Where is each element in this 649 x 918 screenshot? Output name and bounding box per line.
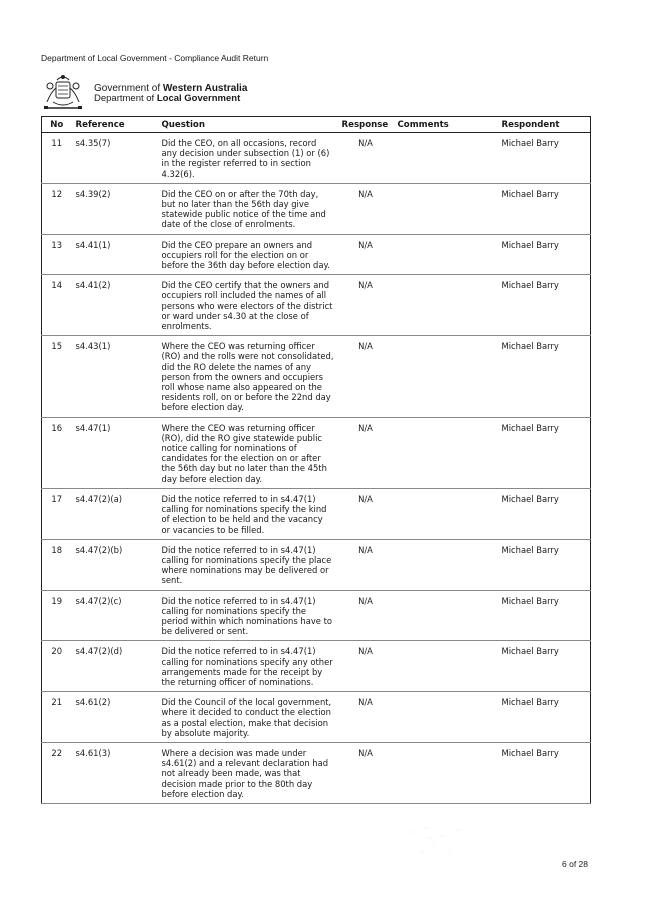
cell-question: Did the CEO prepare an owners and occupiers roll for the election on or before the 36th day before election day. xyxy=(158,234,338,275)
cell-no: 22 xyxy=(42,742,72,803)
cell-response: N/A xyxy=(338,742,394,803)
cell-question: Where the CEO was returning officer (RO), did the RO give statewide public notice calling for nominations of candidates for the election on or after the 56th day but no later than the 45th day before election day. xyxy=(158,417,338,488)
cell-reference: s4.43(1) xyxy=(72,336,158,417)
cell-response: N/A xyxy=(338,590,394,641)
table-header-row xyxy=(42,117,591,133)
compliance-audit-table xyxy=(41,116,591,804)
table-row xyxy=(42,336,591,417)
column-header-reference: Reference xyxy=(72,117,158,133)
cell-respondent: Michael Barry xyxy=(498,488,591,539)
cell-no: 13 xyxy=(42,234,72,275)
table-row xyxy=(42,641,591,692)
cell-response: N/A xyxy=(338,336,394,417)
cell-response: N/A xyxy=(338,133,394,184)
table-row xyxy=(42,488,591,539)
gov-line2-bold: Local Government xyxy=(156,93,241,104)
cell-reference: s4.47(2)(c) xyxy=(72,590,158,641)
cell-response: N/A xyxy=(338,417,394,488)
cell-no: 17 xyxy=(42,488,72,539)
table-row xyxy=(42,590,591,641)
cell-question: Where the CEO was returning officer (RO) and the rolls were not consolidated, did the RO delete the names of any person from the owners and occupiers roll whose name also appeared on the residents roll, on or before the 22nd day before election day. xyxy=(158,336,338,417)
cell-reference: s4.47(1) xyxy=(72,417,158,488)
table-row xyxy=(42,275,591,336)
cell-respondent: Michael Barry xyxy=(498,539,591,590)
cell-response: N/A xyxy=(338,692,394,743)
cell-reference: s4.47(2)(d) xyxy=(72,641,158,692)
cell-no: 12 xyxy=(42,183,72,234)
table-row xyxy=(42,742,591,803)
cell-reference: s4.61(2) xyxy=(72,692,158,743)
cell-comments xyxy=(394,590,498,641)
cell-question: Where a decision was made under s4.61(2) and a relevant declaration had not already been made, was that decision made prior to the 80th day before election day. xyxy=(158,742,338,803)
cell-no: 16 xyxy=(42,417,72,488)
cell-reference: s4.35(7) xyxy=(72,133,158,184)
cell-question: Did the CEO on or after the 70th day, but no later than the 56th day give statewide public notice of the time and date of the close of enrolments. xyxy=(158,183,338,234)
cell-question: Did the Council of the local government, where it decided to conduct the election as a postal election, make that decision by absolute majority. xyxy=(158,692,338,743)
cell-question: Did the CEO certify that the owners and occupiers roll included the names of all persons who were electors of the district or ward under s4.30 at the close of enrolments. xyxy=(158,275,338,336)
cell-respondent: Michael Barry xyxy=(498,234,591,275)
gov-line2-prefix: Department of xyxy=(94,93,157,104)
cell-respondent: Michael Barry xyxy=(498,692,591,743)
cell-reference: s4.61(3) xyxy=(72,742,158,803)
table-row xyxy=(42,234,591,275)
column-header-response: Response xyxy=(338,117,394,133)
cell-comments xyxy=(394,336,498,417)
cell-respondent: Michael Barry xyxy=(498,641,591,692)
table-row xyxy=(42,183,591,234)
cell-respondent: Michael Barry xyxy=(498,336,591,417)
table-body xyxy=(42,133,591,804)
cell-respondent: Michael Barry xyxy=(498,417,591,488)
cell-comments xyxy=(394,539,498,590)
cell-response: N/A xyxy=(338,641,394,692)
cell-no: 20 xyxy=(42,641,72,692)
cell-no: 21 xyxy=(42,692,72,743)
cell-comments xyxy=(394,133,498,184)
cell-reference: s4.41(2) xyxy=(72,275,158,336)
cell-question: Did the notice referred to in s4.47(1) calling for nominations specify the period within which nominations have to be delivered or sent. xyxy=(158,590,338,641)
cell-question: Did the notice referred to in s4.47(1) calling for nominations specify any other arrangements made for the receipt by the returning officer of nominations. xyxy=(158,641,338,692)
cell-response: N/A xyxy=(338,539,394,590)
cell-no: 18 xyxy=(42,539,72,590)
cell-comments xyxy=(394,692,498,743)
cell-response: N/A xyxy=(338,488,394,539)
cell-comments xyxy=(394,417,498,488)
cell-reference: s4.39(2) xyxy=(72,183,158,234)
cell-question: Did the notice referred to in s4.47(1) calling for nominations specify the kind of election to be held and the vacancy or vacancies to be filled. xyxy=(158,488,338,539)
cell-reference: s4.47(2)(b) xyxy=(72,539,158,590)
cell-respondent: Michael Barry xyxy=(498,590,591,641)
cell-respondent: Michael Barry xyxy=(498,133,591,184)
cell-no: 11 xyxy=(42,133,72,184)
wa-coat-of-arms-icon xyxy=(39,72,87,112)
scan-artifact xyxy=(400,820,480,860)
cell-respondent: Michael Barry xyxy=(498,183,591,234)
table-row xyxy=(42,417,591,488)
cell-response: N/A xyxy=(338,275,394,336)
cell-no: 15 xyxy=(42,336,72,417)
cell-respondent: Michael Barry xyxy=(498,742,591,803)
column-header-question: Question xyxy=(158,117,338,133)
table-row xyxy=(42,133,591,184)
page-number: 6 of 28 xyxy=(562,859,588,869)
column-header-no: No xyxy=(42,117,72,133)
cell-comments xyxy=(394,275,498,336)
cell-comments xyxy=(394,488,498,539)
cell-question: Did the notice referred to in s4.47(1) calling for nominations specify the place where nominations may be delivered or sent. xyxy=(158,539,338,590)
cell-comments xyxy=(394,641,498,692)
column-header-comments: Comments xyxy=(394,117,498,133)
cell-no: 19 xyxy=(42,590,72,641)
cell-reference: s4.41(1) xyxy=(72,234,158,275)
table-row xyxy=(42,692,591,743)
gov-line1-prefix: Government of xyxy=(94,83,163,94)
cell-reference: s4.47(2)(a) xyxy=(72,488,158,539)
cell-question: Did the CEO, on all occasions, record any decision under subsection (1) or (6) in the register referred to in section 4.32(6). xyxy=(158,133,338,184)
document-header-title: Department of Local Government - Compliance Audit Return xyxy=(41,53,269,63)
table-row xyxy=(42,539,591,590)
cell-comments xyxy=(394,742,498,803)
cell-respondent: Michael Barry xyxy=(498,275,591,336)
cell-comments xyxy=(394,183,498,234)
cell-response: N/A xyxy=(338,183,394,234)
column-header-respondent: Respondent xyxy=(498,117,591,133)
cell-comments xyxy=(394,234,498,275)
government-branding xyxy=(94,84,247,104)
gov-line1-bold: Western Australia xyxy=(162,83,248,94)
cell-no: 14 xyxy=(42,275,72,336)
cell-response: N/A xyxy=(338,234,394,275)
